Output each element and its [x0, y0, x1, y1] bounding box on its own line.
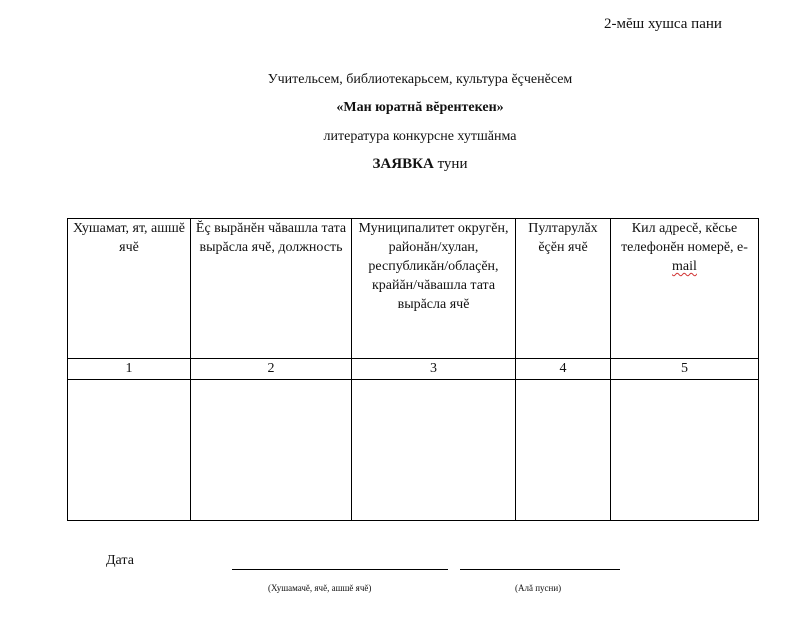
column-number: 2 — [191, 359, 352, 380]
sign-signature-line — [460, 569, 620, 570]
column-number: 5 — [611, 359, 759, 380]
empty-cell-workplace[interactable] — [191, 380, 352, 521]
column-header-municipality: Муниципалитет округĕн, районăн/хулан, республикăн/облаçĕн, крайăн/чăвашла тата вырăсла ячĕ — [352, 219, 516, 359]
contest-name: «Ман юратнă вĕрентекен» — [336, 100, 504, 115]
document-heading-line-1: Учительсем, библиотекарьсем, культура ĕçченĕсем — [267, 72, 573, 87]
column-header-contacts — [611, 219, 759, 359]
table-number-row — [68, 359, 759, 380]
column-header-work-title: Пултарулăх ĕçĕн ячĕ — [516, 219, 611, 359]
application-title-rest: туни — [433, 156, 468, 172]
column-number: 4 — [516, 359, 611, 380]
column-header-fullname: Хушамат, ят, ашшĕ ячĕ — [68, 219, 191, 359]
empty-cell-municipality[interactable] — [352, 380, 516, 521]
contacts-header-text: Кил адресĕ, кĕсье телефонĕн номерĕ, e- — [621, 221, 748, 255]
empty-cell-fullname[interactable] — [68, 380, 191, 521]
table-empty-row — [68, 380, 759, 521]
column-number: 1 — [68, 359, 191, 380]
attachment-label: 2-мĕш хушса пани — [604, 16, 722, 32]
application-table — [67, 218, 759, 521]
column-header-workplace: Ĕç вырăнĕн чăвашла тата вырăсла ячĕ, должность — [191, 219, 352, 359]
date-label: Дата — [106, 553, 134, 568]
name-signature-line — [232, 569, 448, 570]
table-header-row — [68, 219, 759, 359]
column-number: 3 — [352, 359, 516, 380]
empty-cell-work-title[interactable] — [516, 380, 611, 521]
name-caption: (Хушамачĕ, ячĕ, ашшĕ ячĕ) — [268, 583, 372, 593]
empty-cell-contacts[interactable] — [611, 380, 759, 521]
application-title — [0, 156, 789, 173]
contacts-header-mail: mail — [672, 259, 697, 274]
sign-caption: (Алă пусни) — [515, 583, 562, 593]
application-word: ЗАЯВКА — [372, 156, 434, 172]
document-heading-line-3: литература конкурсне хутшăнма — [323, 129, 517, 144]
